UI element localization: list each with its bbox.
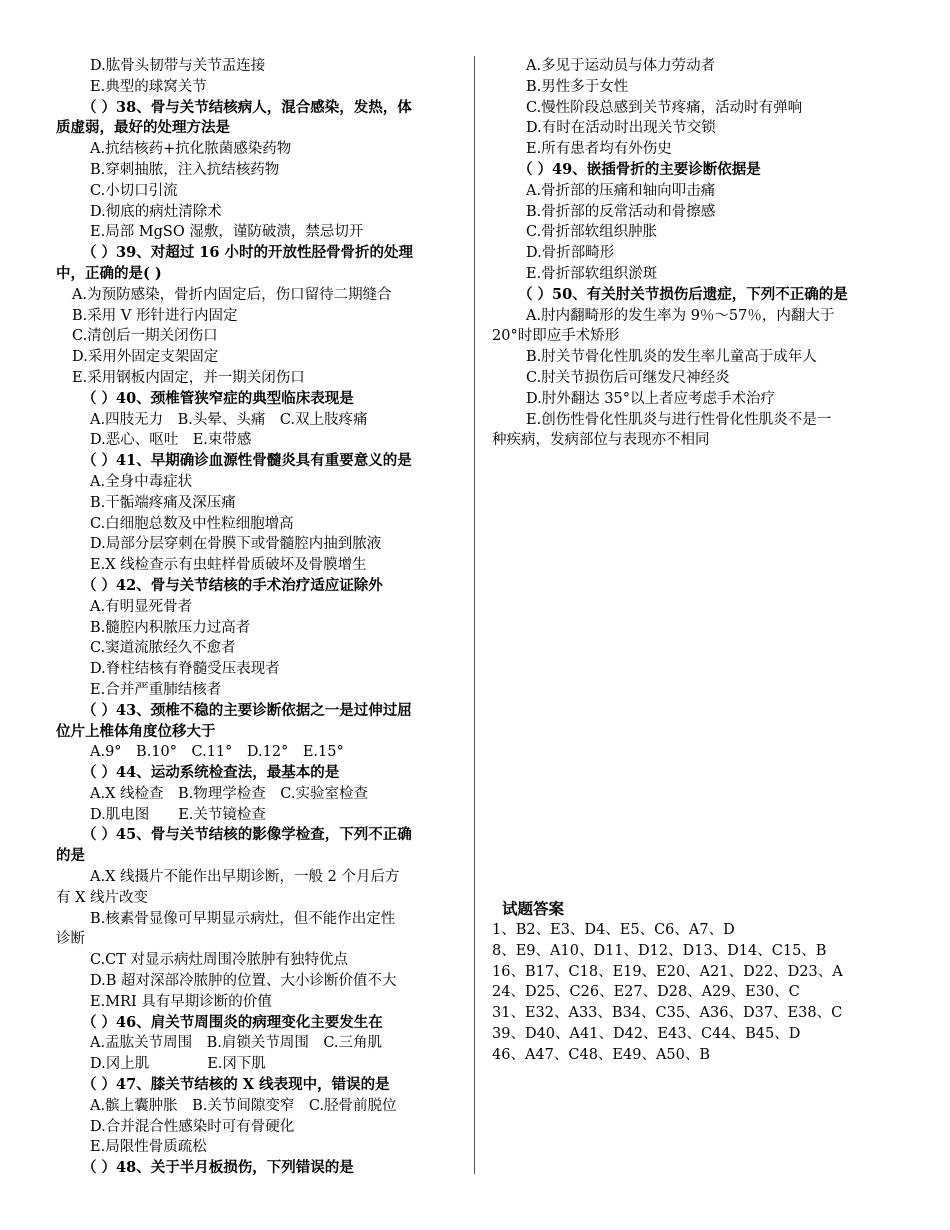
text-line: E.采用钢板内固定，并一期关闭伤口 bbox=[72, 369, 305, 386]
text-line: D.合并混合性感染时可有骨硬化 bbox=[90, 1118, 295, 1135]
right-question-lines bbox=[492, 56, 892, 451]
text-line: C.CT 对显示病灶周围冷脓肿有独特优点 bbox=[90, 952, 349, 969]
question-stem: 位片上椎体角度位移大于 bbox=[56, 722, 216, 740]
text-line: A.有明显死骨者 bbox=[90, 598, 193, 615]
text-line: A.抗结核药+抗化脓菌感染药物 bbox=[90, 141, 292, 158]
text-line: A.骨折部的压痛和轴向叩击痛 bbox=[526, 182, 716, 199]
question-stem: （ ）40、颈椎管狭窄症的典型临床表现是 bbox=[82, 389, 354, 407]
question-stem: （ ）38、骨与关节结核病人，混合感染，发热，体 bbox=[82, 98, 412, 116]
column-divider bbox=[474, 56, 475, 1174]
question-stem: （ ）42、骨与关节结核的手术治疗适应证除外 bbox=[82, 576, 383, 594]
text-line: C.肘关节损伤后可继发尺神经炎 bbox=[526, 369, 730, 386]
text-line: B.采用 V 形针进行内固定 bbox=[72, 307, 238, 324]
question-stem: （ ）39、对超过 16 小时的开放性胫骨骨折的处理 bbox=[82, 244, 413, 262]
text-line: 20°时即应手术矫形 bbox=[492, 328, 620, 345]
text-line: E.局部 MgSO 湿敷，谨防破溃，禁忌切开 bbox=[90, 224, 364, 241]
text-line: B.干骺端疼痛及深压痛 bbox=[90, 494, 236, 511]
text-line: E.局限性骨质疏松 bbox=[90, 1139, 207, 1156]
question-stem: 的是 bbox=[56, 847, 85, 865]
text-line: A.四肢无力 B.头晕、头痛 C.双上肢疼痛 bbox=[90, 411, 368, 428]
blank-space bbox=[492, 451, 892, 899]
text-line: C.白细胞总数及中性粒细胞增高 bbox=[90, 515, 294, 532]
text-line: A.9° B.10° C.11° D.12° E.15° bbox=[90, 744, 344, 761]
text-line: A.X 线检查 B.物理学检查 C.实验室检查 bbox=[90, 785, 368, 802]
text-line: 诊断 bbox=[56, 931, 85, 948]
question-stem: （ ）45、骨与关节结核的影像学检查，下列不正确 bbox=[82, 826, 412, 844]
text-line: A.髌上囊肿胀 B.关节间隙变窄 C.胫骨前脱位 bbox=[90, 1097, 397, 1114]
text-line: C.慢性阶段总感到关节疼痛，活动时有弹响 bbox=[526, 99, 803, 116]
text-line: E.MRI 具有早期诊断的价值 bbox=[90, 993, 272, 1010]
text-line: E.骨折部软组织淤斑 bbox=[526, 265, 658, 282]
text-line: E.所有患者均有外伤史 bbox=[526, 141, 672, 158]
text-line: D.骨折部畸形 bbox=[526, 245, 615, 262]
question-stem: （ ）41、早期确诊血源性骨髓炎具有重要意义的是 bbox=[82, 452, 412, 470]
text-line: D.采用外固定支架固定 bbox=[72, 349, 219, 366]
question-stem: （ ）46、肩关节周围炎的病理变化主要发生在 bbox=[82, 1013, 383, 1031]
question-stem: （ ）47、膝关节结核的 X 线表现中，错误的是 bbox=[82, 1076, 390, 1094]
text-line: A.盂肱关节周围 B.肩锁关节周围 C.三角肌 bbox=[90, 1035, 383, 1052]
text-line: C.小切口引流 bbox=[90, 182, 178, 199]
text-line: E.创伤性骨化性肌炎与进行性骨化性肌炎不是一 bbox=[526, 411, 832, 428]
text-line: C.窦道流脓经久不愈者 bbox=[90, 640, 236, 657]
text-line: B.肘关节骨化性肌炎的发生率儿童高于成年人 bbox=[526, 349, 817, 366]
text-line: D.脊柱结核有脊髓受压表现者 bbox=[90, 661, 280, 678]
answer-line: 16、B17、C18、E19、E20、A21、D22、D23、A bbox=[492, 963, 843, 980]
text-line: D.肱骨头韧带与关节盂连接 bbox=[90, 58, 266, 74]
answer-line: 1、B2、E3、D4、E5、C6、A7、D bbox=[492, 921, 735, 938]
text-line: E.X 线检查示有虫蛀样骨质破坏及骨膜增生 bbox=[90, 557, 367, 574]
text-line: D.有时在活动时出现关节交锁 bbox=[526, 120, 716, 137]
question-stem: （ ）44、运动系统检查法，最基本的是 bbox=[82, 764, 340, 782]
text-line: B.髓腔内积脓压力过高者 bbox=[90, 619, 251, 636]
text-line: C.骨折部软组织肿胀 bbox=[526, 224, 658, 241]
text-line: A.肘内翻畸形的发生率为 9％～57％，内翻大于 bbox=[526, 307, 835, 324]
question-stem: 中，正确的是( ) bbox=[56, 264, 162, 282]
answer-line: 8、E9、A10、D11、D12、D13、D14、C15、B bbox=[492, 942, 827, 959]
text-line: E.合并严重肺结核者 bbox=[90, 681, 222, 698]
answer-line: 24、D25、C26、E27、D28、A29、E30、C bbox=[492, 984, 800, 1001]
text-line: D.冈上肌 E.冈下肌 bbox=[90, 1056, 266, 1073]
text-line: A.多见于运动员与体力劳动者 bbox=[526, 58, 716, 74]
text-line: C.清创后一期关闭伤口 bbox=[72, 328, 218, 345]
question-stem: （ ）49、嵌插骨折的主要诊断依据是 bbox=[518, 160, 761, 178]
answer-line: 39、D40、A41、D42、E43、C44、B45、D bbox=[492, 1025, 801, 1042]
text-line: A.X 线摄片不能作出早期诊断，一般 2 个月后方 bbox=[90, 869, 400, 886]
left-column bbox=[56, 56, 456, 1179]
answers-title: 试题答案 bbox=[502, 899, 565, 919]
question-stem: （ ）50、有关肘关节损伤后遗症，下列不正确的是 bbox=[518, 285, 848, 303]
text-line: B.骨折部的反常活动和骨擦感 bbox=[526, 203, 716, 220]
text-line: E.典型的球窝关节 bbox=[90, 78, 207, 95]
text-line: 种疾病，发病部位与表现亦不相同 bbox=[492, 432, 710, 449]
text-line: B.穿刺抽脓，注入抗结核药物 bbox=[90, 161, 280, 178]
right-column bbox=[492, 56, 892, 1066]
text-line: A.全身中毒症状 bbox=[90, 473, 193, 490]
answer-line: 31、E32、A33、B34、C35、A36、D37、E38、C bbox=[492, 1005, 843, 1022]
text-line: D.B 超对深部冷脓肿的位置、大小诊断价值不大 bbox=[90, 973, 397, 990]
text-line: B.核素骨显像可早期显示病灶，但不能作出定性 bbox=[90, 910, 396, 927]
text-line: D.肌电图 E.关节镜检查 bbox=[90, 806, 266, 823]
text-line: D.恶心、呕吐 E.束带感 bbox=[90, 432, 252, 449]
answer-line: 46、A47、C48、E49、A50、B bbox=[492, 1046, 711, 1063]
question-stem: （ ）48、关于半月板损伤，下列错误的是 bbox=[82, 1159, 354, 1177]
text-line: 有 X 线片改变 bbox=[56, 889, 149, 906]
text-line: B.男性多于女性 bbox=[526, 78, 629, 95]
answer-key bbox=[492, 920, 892, 1066]
question-stem: （ ）43、颈椎不稳的主要诊断依据之一是过伸过屈 bbox=[82, 701, 412, 719]
text-line: A.为预防感染，骨折内固定后，伤口留待二期缝合 bbox=[72, 286, 392, 303]
question-stem: 质虚弱，最好的处理方法是 bbox=[56, 119, 230, 137]
text-line: D.局部分层穿刺在骨膜下或骨髓腔内抽到脓液 bbox=[90, 536, 382, 553]
text-line: D.彻底的病灶清除术 bbox=[90, 203, 222, 220]
text-line: D.肘外翻达 35°以上者应考虑手术治疗 bbox=[526, 390, 776, 407]
